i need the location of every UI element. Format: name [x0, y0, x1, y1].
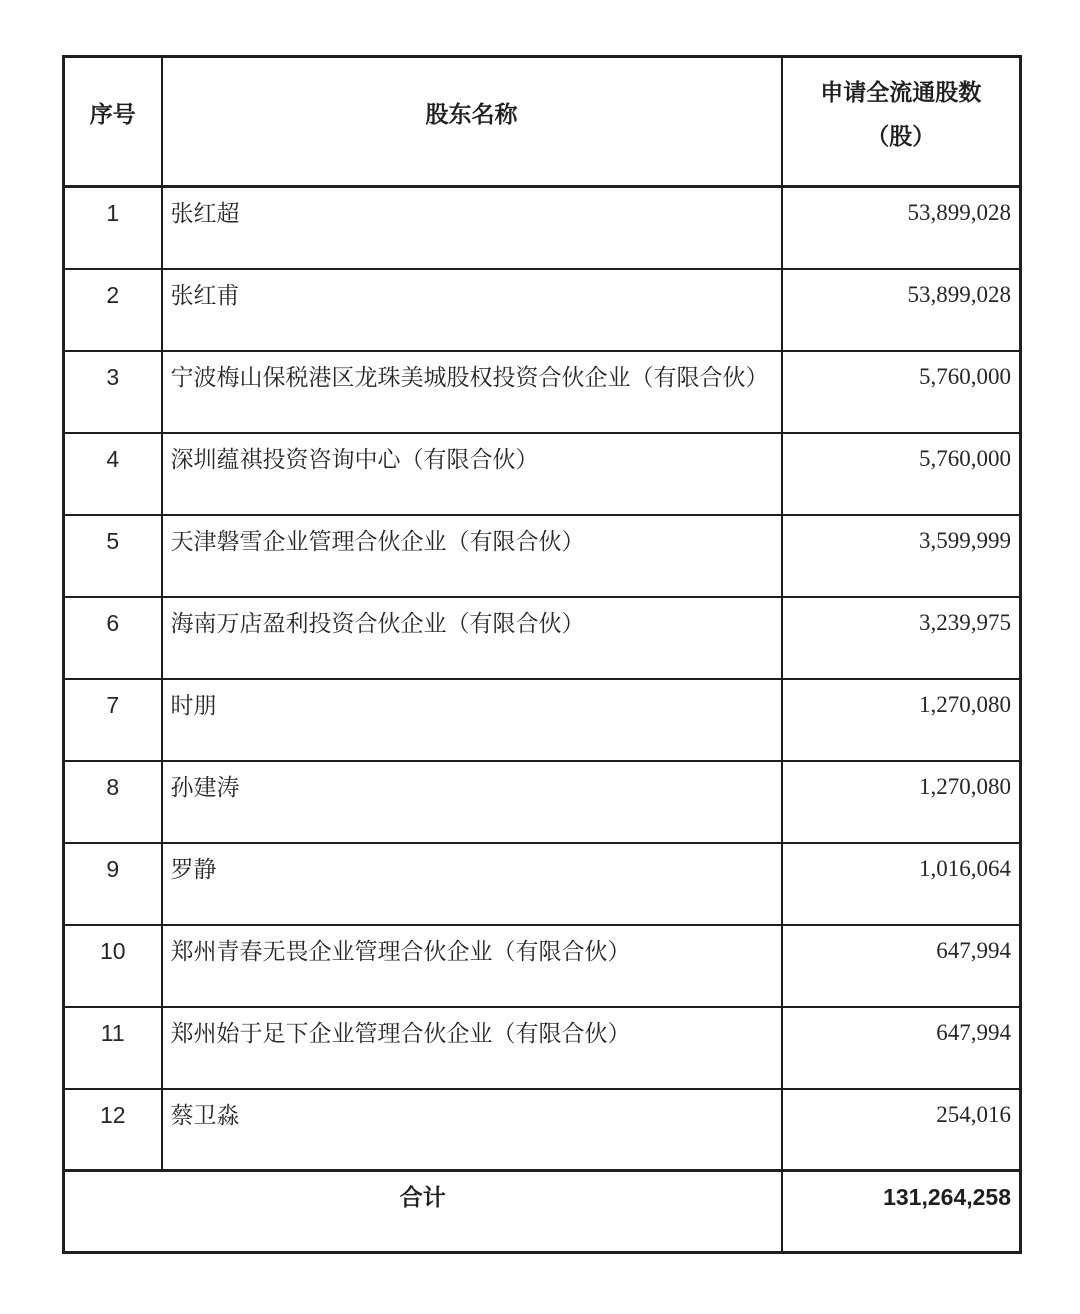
header-shares-line1: 申请全流通股数 [820, 78, 982, 105]
total-row [64, 1171, 1021, 1253]
shareholder-name: 海南万店盈利投资合伙企业（有限合伙） [162, 597, 782, 679]
shares-value: 254,016 [782, 1089, 1021, 1171]
table-row [64, 679, 1021, 761]
shares-value: 1,270,080 [782, 679, 1021, 761]
table-row [64, 187, 1021, 269]
row-index: 12 [64, 1089, 162, 1171]
row-index: 5 [64, 515, 162, 597]
shareholder-name: 罗静 [162, 843, 782, 925]
shares-value: 647,994 [782, 925, 1021, 1007]
table-body [64, 187, 1021, 1171]
table-row [64, 351, 1021, 433]
header-shares [782, 57, 1021, 187]
shareholder-name: 郑州青春无畏企业管理合伙企业（有限合伙） [162, 925, 782, 1007]
row-index: 3 [64, 351, 162, 433]
shares-value: 53,899,028 [782, 269, 1021, 351]
shareholder-name: 时朋 [162, 679, 782, 761]
shares-value: 3,599,999 [782, 515, 1021, 597]
total-shares-value: 131,264,258 [782, 1171, 1021, 1253]
table-row [64, 761, 1021, 843]
table-row [64, 843, 1021, 925]
shareholders-table-wrap [62, 55, 1022, 1254]
shares-value: 1,270,080 [782, 761, 1021, 843]
table-header-row [64, 57, 1021, 187]
shares-value: 647,994 [782, 1007, 1021, 1089]
table-row [64, 269, 1021, 351]
shares-value: 1,016,064 [782, 843, 1021, 925]
total-label: 合计 [64, 1171, 782, 1253]
shareholders-table [62, 55, 1022, 1254]
shareholder-name: 蔡卫淼 [162, 1089, 782, 1171]
table-row [64, 1007, 1021, 1089]
row-index: 7 [64, 679, 162, 761]
row-index: 8 [64, 761, 162, 843]
shares-value: 53,899,028 [782, 187, 1021, 269]
shareholder-name: 宁波梅山保税港区龙珠美城股权投资合伙企业（有限合伙） [162, 351, 782, 433]
shareholder-name: 孙建涛 [162, 761, 782, 843]
shareholder-name: 深圳蕴祺投资咨询中心（有限合伙） [162, 433, 782, 515]
row-index: 10 [64, 925, 162, 1007]
header-shares-line2: （股） [866, 122, 936, 149]
shares-value: 5,760,000 [782, 433, 1021, 515]
shareholder-name: 张红超 [162, 187, 782, 269]
table-row [64, 925, 1021, 1007]
shares-value: 3,239,975 [782, 597, 1021, 679]
row-index: 9 [64, 843, 162, 925]
table-row [64, 515, 1021, 597]
table-row [64, 597, 1021, 679]
row-index: 1 [64, 187, 162, 269]
header-shareholder-name: 股东名称 [162, 57, 782, 187]
row-index: 4 [64, 433, 162, 515]
shareholder-name: 张红甫 [162, 269, 782, 351]
shareholder-name: 天津磐雪企业管理合伙企业（有限合伙） [162, 515, 782, 597]
shares-value: 5,760,000 [782, 351, 1021, 433]
row-index: 6 [64, 597, 162, 679]
row-index: 11 [64, 1007, 162, 1089]
row-index: 2 [64, 269, 162, 351]
shareholder-name: 郑州始于足下企业管理合伙企业（有限合伙） [162, 1007, 782, 1089]
table-row [64, 1089, 1021, 1171]
header-index: 序号 [64, 57, 162, 187]
table-row [64, 433, 1021, 515]
